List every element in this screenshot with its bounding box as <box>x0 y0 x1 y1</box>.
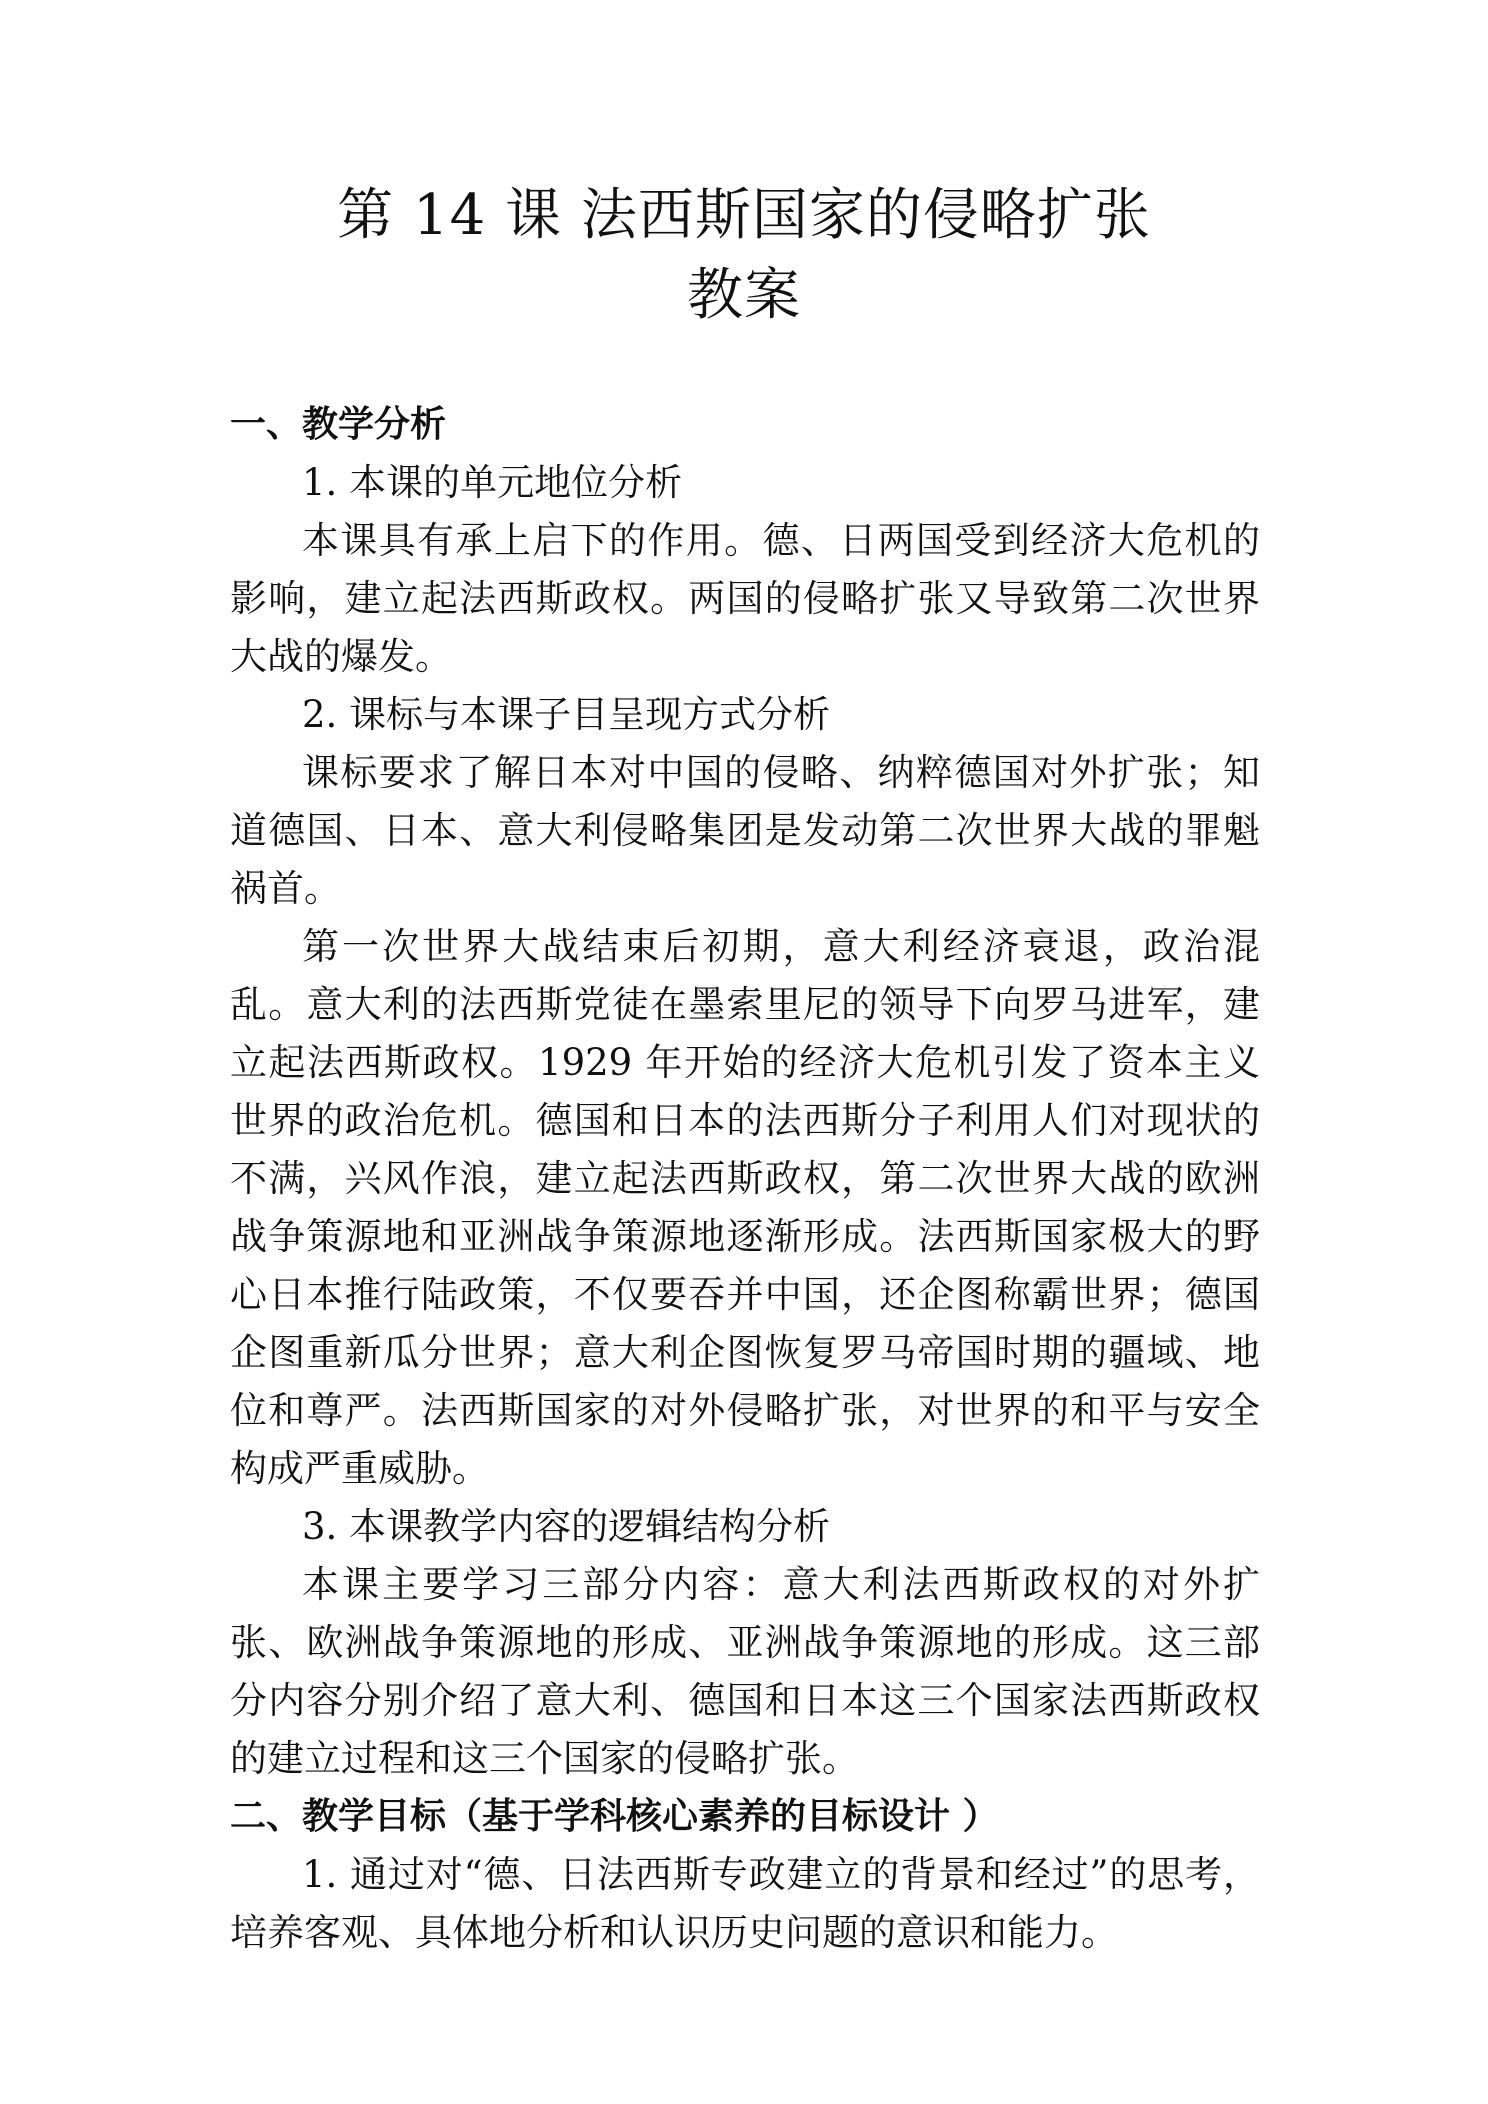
subsection-heading: 3. 本课教学内容的逻辑结构分析 <box>302 1505 831 1548</box>
paragraph: 本课主要学习三部分内容：意大利法西斯政权的对外扩张、欧洲战争策源地的形成、亚洲战争策源地的形成。这三部分内容分别介绍了意大利、德国和日本这三个国家法西斯政权的建立过程和这三个国家的侵略扩张。 <box>230 1563 1260 1780</box>
document-body <box>230 396 1260 1962</box>
section-heading-2: 二、教学目标（基于学科核心素养的目标设计 ） <box>230 1796 999 1837</box>
paragraph: 第一次世界大战结束后初期，意大利经济衰退，政治混乱。意大利的法西斯党徒在墨索里尼的领导下向罗马进军，建立起法西斯政权。1929 年开始的经济大危机引发了资本主义世界的政治危机。德国和日本的法西斯分子利用人们对现状的不满，兴风作浪，建立起法西斯政权，第二次世界大战的欧洲战争策源地和亚洲战争策源地逐渐形成。法西斯国家极大的野心日本推行陆政策，不仅要吞并中国，还企图称霸世界；德国企图重新瓜分世界；意大利企图恢复罗马帝国时期的疆域、地位和尊严。法西斯国家的对外侵略扩张，对世界的和平与安全构成严重威胁。 <box>230 925 1260 1490</box>
paragraph: 1. 通过对“德、日法西斯专政建立的背景和经过”的思考，培养客观、具体地分析和认识历史问题的意识和能力。 <box>230 1853 1260 1954</box>
paragraph: 本课具有承上启下的作用。德、日两国受到经济大危机的影响，建立起法西斯政权。两国的侵略扩张又导致第二次世界大战的爆发。 <box>230 519 1260 678</box>
document-subtitle: 教案 <box>687 263 801 328</box>
subsection-heading: 1. 本课的单元地位分析 <box>302 461 683 504</box>
document-title: 第 14 课 法西斯国家的侵略扩张 <box>337 183 1151 248</box>
section-heading-1: 一、教学分析 <box>230 404 447 445</box>
subsection-heading: 2. 课标与本课子目呈现方式分析 <box>302 693 831 736</box>
paragraph: 课标要求了解日本对中国的侵略、纳粹德国对外扩张；知道德国、日本、意大利侵略集团是发动第二次世界大战的罪魁祸首。 <box>230 751 1260 910</box>
